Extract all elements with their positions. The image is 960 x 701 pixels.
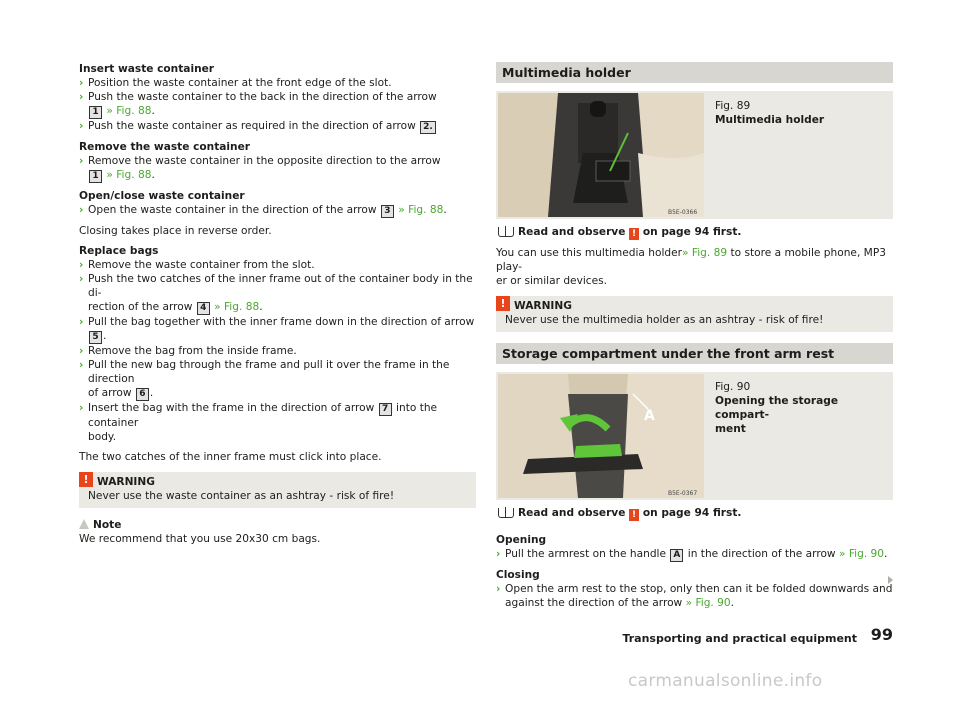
- figure-90: [496, 372, 893, 500]
- page-footer: [605, 625, 893, 645]
- closing-title: Closing: [496, 569, 540, 581]
- note-box: [79, 518, 476, 546]
- chevron-right-icon: ›: [79, 120, 84, 132]
- continue-arrow-icon: [888, 576, 893, 584]
- figure-link[interactable]: » Fig. 88: [106, 105, 152, 117]
- list-item: › Open the arm rest to the stop, only then can it be folded downwards and against the direction of the arrow » Fig. 90.: [496, 583, 893, 609]
- multimedia-holder-image: [498, 93, 704, 217]
- handle-label-badge: A: [670, 549, 683, 562]
- arrow-number-badge: 6: [136, 388, 149, 401]
- list-item: › Remove the waste container in the opposite direction to the arrow 1 » Fig. 88.: [79, 155, 441, 181]
- chevron-right-icon: ›: [79, 91, 84, 103]
- warning-box: [79, 472, 476, 508]
- book-icon: [498, 227, 514, 237]
- figure-link[interactable]: » Fig. 88: [398, 204, 444, 216]
- list-item: › Insert the bag with the frame in the direction of arrow 7 into the container body.: [79, 402, 438, 443]
- chevron-right-icon: ›: [496, 583, 501, 595]
- warning-text: Never use the multimedia holder as an ashtray - risk of fire!: [505, 314, 824, 326]
- note-title: Note: [93, 519, 122, 531]
- list-item: › Remove the waste container from the slot.: [79, 259, 315, 271]
- chevron-right-icon: ›: [79, 204, 84, 216]
- book-icon: [498, 508, 514, 518]
- page-number: 99: [870, 625, 893, 644]
- footer-section-title: Transporting and practical equipment: [622, 632, 857, 645]
- arrow-number-badge: 1: [89, 170, 102, 183]
- exclamation-icon: !: [496, 296, 510, 311]
- figure-link[interactable]: » Fig. 90: [838, 548, 885, 560]
- figure-number: Fig. 90: [715, 381, 751, 393]
- figure-link[interactable]: » Fig. 88: [214, 301, 260, 313]
- figure-89: [496, 91, 893, 219]
- list-item: › Pull the armrest on the handle A in the direction of the arrow » Fig. 90.: [496, 548, 888, 560]
- open-close-title: Open/close waste container: [79, 190, 245, 202]
- multimedia-body: You can use this multimedia holder» Fig. 89 to store a mobile phone, MP3 play- er or similar devices.: [496, 247, 886, 287]
- left-column: [79, 62, 476, 546]
- watermark: carmanualsonline.info: [628, 671, 823, 691]
- arrow-number-badge: 3: [381, 205, 394, 218]
- opening-title: Opening: [496, 534, 547, 546]
- exclamation-icon: !: [629, 509, 639, 521]
- figure-link[interactable]: » Fig. 88: [106, 169, 152, 181]
- figure-caption: Multimedia holder: [715, 114, 825, 126]
- arrow-number-badge: 2.: [420, 121, 436, 134]
- list-item: › Push the waste container to the back in the direction of the arrow 1 » Fig. 88.: [79, 91, 437, 117]
- exclamation-icon: !: [629, 228, 639, 240]
- warning-title: WARNING: [97, 476, 155, 488]
- arrow-number-badge: 5: [89, 331, 102, 344]
- arrow-number-badge: 7: [379, 403, 392, 416]
- section-heading-storage: Storage compartment under the front arm rest: [496, 343, 893, 364]
- arrow-number-badge: 1: [89, 106, 102, 119]
- catches-text: The two catches of the inner frame must click into place.: [79, 451, 382, 463]
- right-column: [496, 62, 893, 610]
- figure-number: Fig. 89: [715, 100, 751, 112]
- exclamation-icon: !: [79, 472, 93, 487]
- closing-text: Closing takes place in reverse order.: [79, 225, 272, 237]
- read-and-observe: Read and observe ! on page 94 first.: [496, 225, 893, 240]
- insert-title: Insert waste container: [79, 63, 215, 75]
- list-item: › Remove the bag from the inside frame.: [79, 345, 297, 357]
- chevron-right-icon: ›: [79, 345, 84, 357]
- chevron-right-icon: ›: [79, 359, 84, 371]
- svg-text:A: A: [644, 408, 655, 424]
- list-item: › Position the waste container at the front edge of the slot.: [79, 77, 392, 89]
- remove-title: Remove the waste container: [79, 141, 250, 153]
- figure-link[interactable]: » Fig. 89: [682, 247, 728, 259]
- figure-caption: Opening the storage compart- ment: [715, 395, 839, 435]
- storage-compartment-image: [498, 374, 704, 498]
- chevron-right-icon: ›: [79, 316, 84, 328]
- section-heading-multimedia: Multimedia holder: [496, 62, 893, 83]
- list-item: › Pull the bag together with the inner frame down in the direction of arrow 5 .: [79, 316, 475, 342]
- chevron-right-icon: ›: [79, 155, 84, 167]
- list-item: › Open the waste container in the direction of the arrow 3 » Fig. 88.: [79, 204, 447, 216]
- list-item: › Pull the new bag through the frame and pull it over the frame in the direction of arrow 6 .: [79, 359, 450, 399]
- list-item: › Push the two catches of the inner frame out of the container body in the di- rection of the arrow 4 » Fig. 88.: [79, 273, 473, 313]
- warning-title: WARNING: [514, 300, 572, 312]
- svg-text:B5E-0366: B5E-0366: [668, 209, 698, 216]
- warning-text: Never use the waste container as an ashtray - risk of fire!: [88, 490, 395, 502]
- replace-title: Replace bags: [79, 245, 159, 257]
- chevron-right-icon: ›: [79, 259, 84, 271]
- figure-link[interactable]: » Fig. 90: [685, 597, 731, 609]
- read-and-observe: Read and observe ! on page 94 first.: [496, 506, 893, 521]
- arrow-number-badge: 4: [197, 302, 210, 315]
- note-text: We recommend that you use 20x30 cm bags.: [79, 533, 321, 545]
- chevron-right-icon: ›: [496, 548, 501, 560]
- triangle-icon: [79, 519, 89, 529]
- chevron-right-icon: ›: [79, 273, 84, 285]
- chevron-right-icon: ›: [79, 402, 84, 414]
- chevron-right-icon: ›: [79, 77, 84, 89]
- svg-text:B5E-0367: B5E-0367: [668, 490, 698, 497]
- warning-box: [496, 296, 893, 332]
- list-item: › Push the waste container as required in the direction of arrow 2.: [79, 119, 476, 134]
